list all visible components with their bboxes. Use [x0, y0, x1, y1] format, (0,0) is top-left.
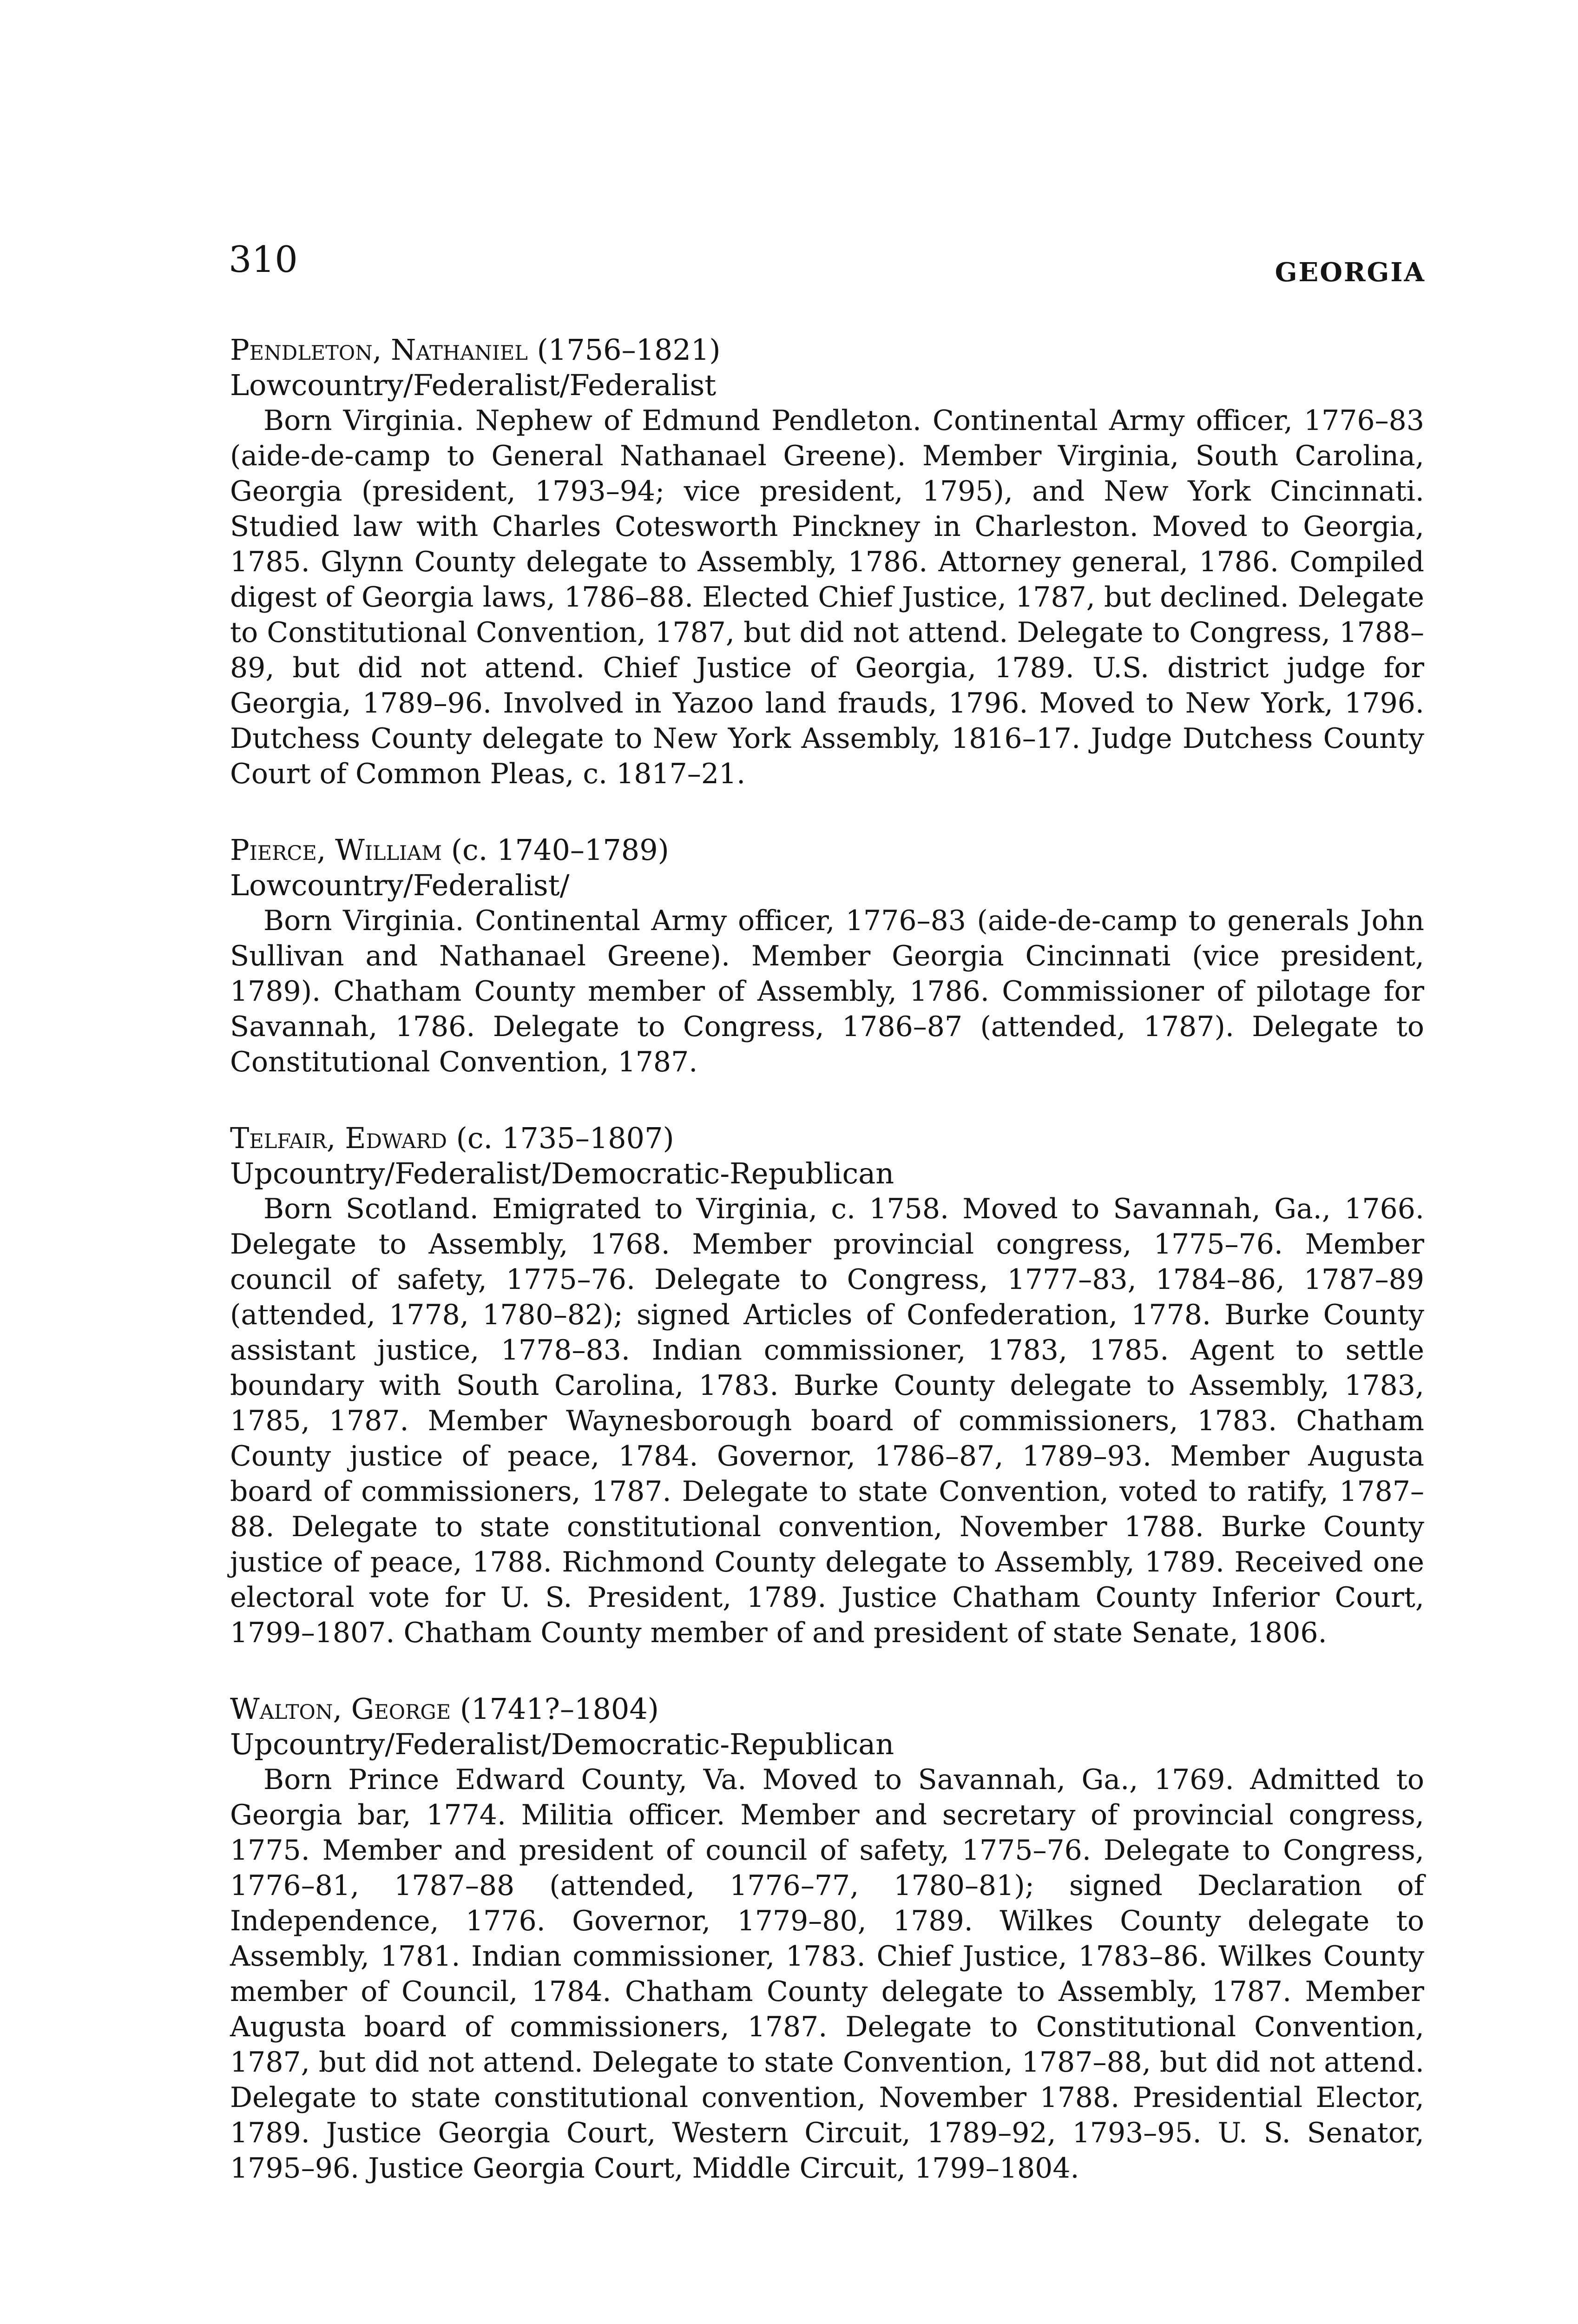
entries-list — [230, 332, 1424, 2186]
entry-pierce — [230, 832, 1424, 1080]
entry-name: Walton, George — [230, 1692, 451, 1726]
entry-dates: (1756–1821) — [537, 333, 721, 367]
entry-biography: Born Virginia. Nephew of Edmund Pendleton. Continental Army officer, 1776–83 (aide-de-camp to General Nathanael Greene). Member Virginia, South Carolina, Georgia (president, 1793–94; vice president, 1795), and New York Cincinnati. Studied law with Charles Cotesworth Pinckney in Charleston. Moved to Georgia, 1785. Glynn County delegate to Assembly, 1786. Attorney general, 1786. Compiled digest of Georgia laws, 1786–88. Elected Chief Justice, 1787, but declined. Delegate to Constitutional Convention, 1787, but did not attend. Delegate to Congress, 1788–89, but did not attend. Chief Justice of Georgia, 1789. U.S. district judge for Georgia, 1789–96. Involved in Yazoo land frauds, 1796. Moved to New York, 1796. Dutchess County delegate to New York Assembly, 1816–17. Judge Dutchess County Court of Common Pleas, c. 1817–21. — [230, 404, 1424, 790]
entry-heading — [230, 1691, 1424, 1727]
entry-name: Pendleton, Nathaniel — [230, 333, 528, 367]
entry-affiliation: Upcountry/Federalist/Democratic-Republican — [230, 1156, 894, 1190]
entry-biography: Born Scotland. Emigrated to Virginia, c. 1758. Moved to Savannah, Ga., 1766. Delegate to Assembly, 1768. Member provincial congress, 1775–76. Member council of safety, 1775–76. Delegate to Congress, 1777–83, 1784–86, 1787–89 (attended, 1778, 1780–82); signed Articles of Confederation, 1778. Burke County assistant justice, 1778–83. Indian commissioner, 1783, 1785. Agent to settle boundary with South Carolina, 1783. Burke County delegate to Assembly, 1783, 1785, 1787. Member Waynesborough board of commissioners, 1783. Chatham County justice of peace, 1784. Governor, 1786–87, 1789–93. Member Augusta board of commissioners, 1787. Delegate to state Convention, voted to ratify, 1787–88. Delegate to state constitutional convention, November 1788. Burke County justice of peace, 1788. Richmond County delegate to Assembly, 1789. Received one electoral vote for U. S. President, 1789. Justice Chatham County Inferior Court, 1799–1807. Chatham County member of and president of state Senate, 1806. — [230, 1193, 1424, 1649]
entry-name: Pierce, William — [230, 833, 442, 867]
entry-dates: (c. 1735–1807) — [456, 1121, 674, 1155]
entry-affiliation: Lowcountry/Federalist/ — [230, 868, 570, 902]
page-number: 310 — [229, 239, 298, 281]
entry-heading — [230, 832, 1424, 868]
entry-heading — [230, 1121, 1424, 1156]
entry-heading — [230, 332, 1424, 368]
entry-dates: (c. 1740–1789) — [451, 833, 669, 867]
entry-affiliation: Upcountry/Federalist/Democratic-Republican — [230, 1727, 894, 1761]
running-head: GEORGIA — [1275, 257, 1426, 288]
entry-biography: Born Virginia. Continental Army officer, 1776–83 (aide-de-camp to generals John Sullivan and Nathanael Greene). Member Georgia Cincinnati (vice president, 1789). Chatham County member of Assembly, 1786. Commissioner of pilotage for Savannah, 1786. Delegate to Congress, 1786–87 (attended, 1787). Delegate to Constitutional Convention, 1787. — [230, 905, 1424, 1078]
entry-dates: (1741?–1804) — [460, 1692, 659, 1726]
entry-affiliation: Lowcountry/Federalist/Federalist — [230, 368, 717, 402]
entry-name: Telfair, Edward — [230, 1121, 447, 1155]
entry-pendleton — [230, 332, 1424, 792]
entry-biography: Born Prince Edward County, Va. Moved to Savannah, Ga., 1769. Admitted to Georgia bar, 1774. Militia officer. Member and secretary of provincial congress, 1775. Member and president of council of safety, 1775–76. Delegate to Congress, 1776–81, 1787–88 (attended, 1776–77, 1780–81); signed Declaration of Independence, 1776. Governor, 1779–80, 1789. Wilkes County delegate to Assembly, 1781. Indian commissioner, 1783. Chief Justice, 1783–86. Wilkes County member of Council, 1784. Chatham County delegate to Assembly, 1787. Member Augusta board of commissioners, 1787. Delegate to Constitutional Convention, 1787, but did not attend. Delegate to state Convention, 1787–88, but did not attend. Delegate to state constitutional convention, November 1788. Presidential Elector, 1789. Justice Georgia Court, Western Circuit, 1789–92, 1793–95. U. S. Senator, 1795–96. Justice Georgia Court, Middle Circuit, 1799–1804. — [230, 1763, 1424, 2185]
entry-walton — [230, 1691, 1424, 2186]
entry-telfair — [230, 1121, 1424, 1651]
